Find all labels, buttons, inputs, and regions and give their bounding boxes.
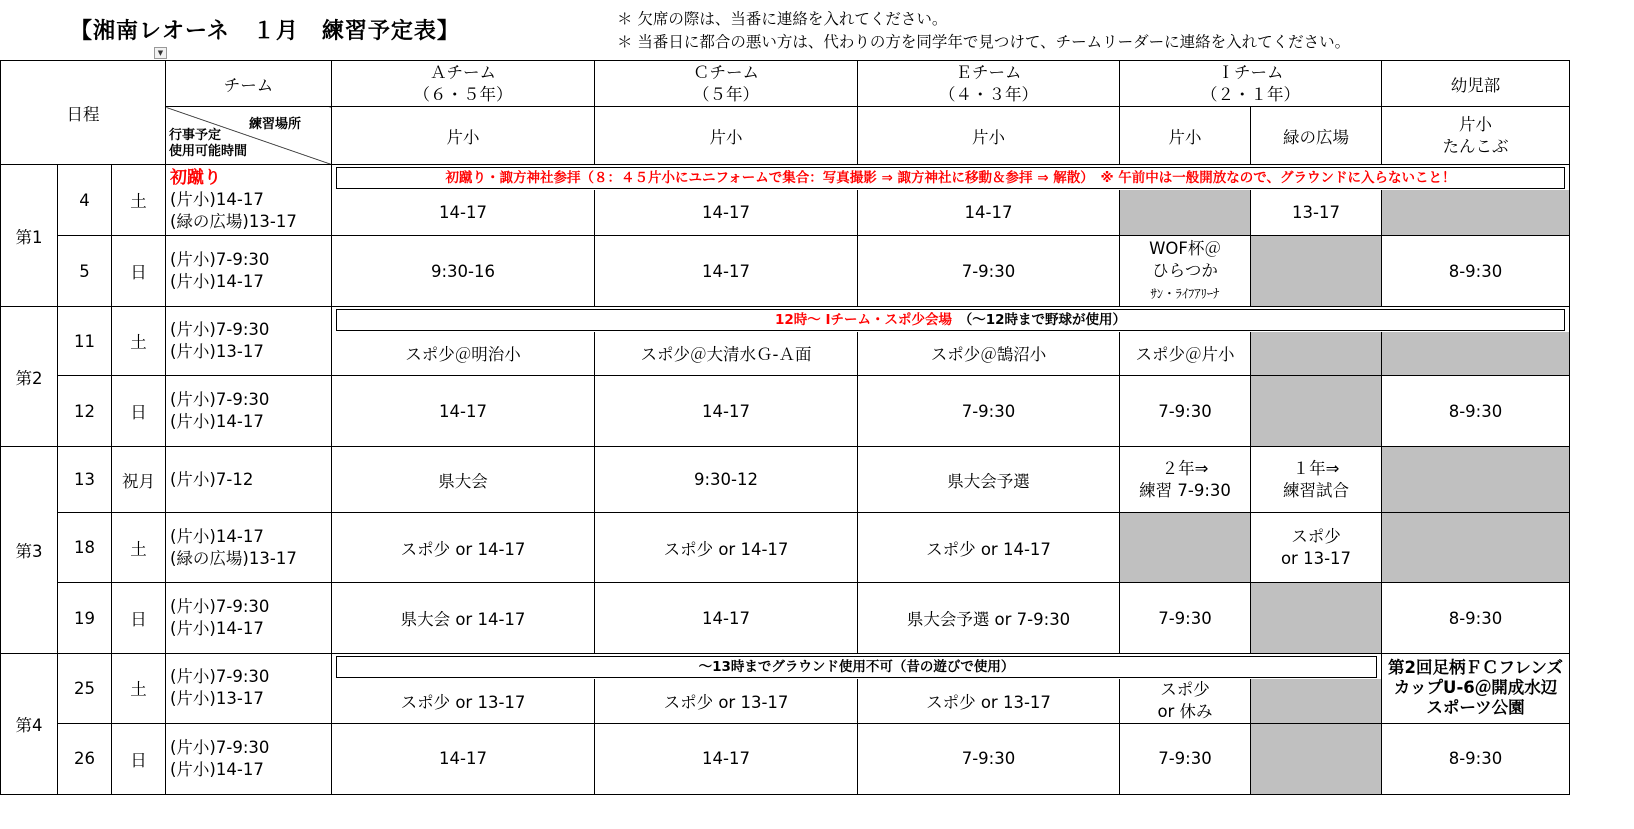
cell-c: 9:30-12 <box>595 447 858 513</box>
day-cell: 日 <box>112 583 166 654</box>
cell-a: 14-17 <box>332 723 595 794</box>
cell-e: スポ少 or 13-17 <box>858 679 1120 724</box>
cell-kids-empty <box>1382 513 1570 583</box>
cell-kids: 8-9:30 <box>1382 236 1570 307</box>
cell-c: 14-17 <box>595 376 858 447</box>
cell-a: スポ少 or 13-17 <box>332 679 595 724</box>
place-a: 片小 <box>332 107 595 165</box>
week-3: 第3 <box>1 447 58 654</box>
day-cell: 祝月 <box>112 447 166 513</box>
header-schedule: 日程 <box>1 61 166 165</box>
cell-e: 7-9:30 <box>858 723 1120 794</box>
cell-i1: WOF杯＠ ひらつか ｻﾝ・ﾗｲﾌｱﾘｰﾅ <box>1120 236 1251 307</box>
banner-row <box>332 654 1382 679</box>
place-e: 片小 <box>858 107 1120 165</box>
header-team-a: Ａチーム （６・５年） <box>332 61 595 107</box>
header-diagonal-cell <box>166 107 332 165</box>
cell-i1: ２年⇒ 練習 7-9:30 <box>1120 447 1251 513</box>
cell-a: 9:30-16 <box>332 236 595 307</box>
day-cell: 日 <box>112 236 166 307</box>
cell-i1: 7-9:30 <box>1120 376 1251 447</box>
day-cell: 日 <box>112 376 166 447</box>
cell-i2-empty <box>1251 583 1382 654</box>
banner-week4: ～13時までグラウンド使用不可（昔の遊びで使用） <box>336 656 1377 678</box>
cell-i1-empty <box>1120 190 1251 236</box>
cell-i2: スポ少 or 13-17 <box>1251 513 1382 583</box>
schedule-cell: (片小)7-9:30 (片小)14-17 <box>166 723 332 794</box>
week-4: 第4 <box>1 654 58 795</box>
day-cell: 土 <box>112 513 166 583</box>
cell-e: スポ少 or 14-17 <box>858 513 1120 583</box>
place-kids: 片小 たんこぶ <box>1382 107 1570 165</box>
header-team-i: Ｉチーム （２・１年） <box>1120 61 1382 107</box>
cell-kids: 8-9:30 <box>1382 376 1570 447</box>
schedule-cell: (片小)7-9:30 (片小)14-17 <box>166 583 332 654</box>
header-team: チーム <box>166 61 332 107</box>
header-event-time: 行事予定 使用可能時間 <box>169 128 248 159</box>
cell-a: 14-17 <box>332 190 595 236</box>
header-team-e: Ｅチーム （４・３年） <box>858 61 1120 107</box>
cell-c: 14-17 <box>595 723 858 794</box>
cell-c: 14-17 <box>595 190 858 236</box>
cell-a: 14-17 <box>332 376 595 447</box>
cell-kids-empty <box>1382 190 1570 236</box>
filter-dropdown-icon[interactable]: ▼ <box>154 47 167 59</box>
date-cell: 18 <box>58 513 112 583</box>
cell-i2: 13-17 <box>1251 190 1382 236</box>
cell-kids: 8-9:30 <box>1382 723 1570 794</box>
date-cell: 11 <box>58 307 112 376</box>
cell-i2-empty <box>1251 679 1382 724</box>
date-cell: 13 <box>58 447 112 513</box>
date-cell: 5 <box>58 236 112 307</box>
date-cell: 4 <box>58 165 112 236</box>
day-cell: 日 <box>112 723 166 794</box>
schedule-cell: (片小)7-9:30 (片小)13-17 <box>166 654 332 724</box>
cell-e: 14-17 <box>858 190 1120 236</box>
cell-i1: 7-9:30 <box>1120 583 1251 654</box>
cell-e: 7-9:30 <box>858 376 1120 447</box>
cell-kids-empty <box>1382 447 1570 513</box>
page-title: 【湘南レオーネ １月 練習予定表】 <box>70 19 460 44</box>
week-2: 第2 <box>1 307 58 447</box>
cell-kids: 8-9:30 <box>1382 583 1570 654</box>
cell-a: 県大会 <box>332 447 595 513</box>
cell-i1: スポ少 or 休み <box>1120 679 1251 724</box>
day-cell: 土 <box>112 165 166 236</box>
cell-kids-empty <box>1382 332 1570 376</box>
cell-kids-cup: 第2回足柄ＦＣフレンズ カップU-6＠開成水辺 スポーツ公園 <box>1382 654 1570 724</box>
cell-i2: １年⇒ 練習試合 <box>1251 447 1382 513</box>
place-i1: 片小 <box>1120 107 1251 165</box>
header-team-c: Ｃチーム （５年） <box>595 61 858 107</box>
cell-c: スポ少 or 14-17 <box>595 513 858 583</box>
schedule-cell: (片小)7-9:30 (片小)14-17 <box>166 376 332 447</box>
cell-c: 14-17 <box>595 583 858 654</box>
header-kids: 幼児部 <box>1382 61 1570 107</box>
date-cell: 25 <box>58 654 112 724</box>
schedule-cell: (片小)14-17 (緑の広場)13-17 <box>166 513 332 583</box>
banner-row <box>332 165 1570 190</box>
banner-week2: 12時～ Iチーム・スポ少会場 （～12時まで野球が使用） <box>336 309 1565 331</box>
cell-i1: スポ少＠片小 <box>1120 332 1251 376</box>
sheet-header <box>0 0 1634 60</box>
banner-row <box>332 307 1570 332</box>
place-i2: 緑の広場 <box>1251 107 1382 165</box>
cell-i1: 7-9:30 <box>1120 723 1251 794</box>
cell-c: スポ少 or 13-17 <box>595 679 858 724</box>
note-2: ＊ 当番日に都合の悪い方は、代わりの方を同学年で見つけて、チームリーダーに連絡を入れてください。 <box>617 33 1351 51</box>
cell-e: 県大会予選 or 7-9:30 <box>858 583 1120 654</box>
cell-c: スポ少＠大清水Ｇ-Ａ面 <box>595 332 858 376</box>
schedule-table <box>0 60 1570 795</box>
header-practice-place: 練習場所 <box>248 117 301 132</box>
schedule-cell: 初蹴り (片小)14-17 (緑の広場)13-17 <box>166 165 332 236</box>
place-c: 片小 <box>595 107 858 165</box>
date-cell: 19 <box>58 583 112 654</box>
cell-e: 県大会予選 <box>858 447 1120 513</box>
cell-a: 県大会 or 14-17 <box>332 583 595 654</box>
date-cell: 12 <box>58 376 112 447</box>
cell-i2-empty <box>1251 236 1382 307</box>
cell-e: 7-9:30 <box>858 236 1120 307</box>
notes <box>617 8 1350 54</box>
banner-week1: 初蹴り・諏方神社参拝（８：４５片小にユニフォームで集合：写真撮影 ⇒ 諏方神社に移動＆参拝 ⇒ 解散） ※ 午前中は一般開放なので、グラウンドに入らないこと！ <box>336 167 1565 189</box>
schedule-cell: (片小)7-9:30 (片小)14-17 <box>166 236 332 307</box>
cell-i2-empty <box>1251 332 1382 376</box>
cell-a: スポ少 or 14-17 <box>332 513 595 583</box>
note-1: ＊ 欠席の際は、当番に連絡を入れてください。 <box>617 10 948 28</box>
cell-i1-empty <box>1120 513 1251 583</box>
schedule-cell: (片小)7-12 <box>166 447 332 513</box>
cell-e: スポ少＠鵠沼小 <box>858 332 1120 376</box>
date-cell: 26 <box>58 723 112 794</box>
schedule-cell: (片小)7-9:30 (片小)13-17 <box>166 307 332 376</box>
day-cell: 土 <box>112 307 166 376</box>
cell-c: 14-17 <box>595 236 858 307</box>
cell-a: スポ少＠明治小 <box>332 332 595 376</box>
week-1: 第1 <box>1 165 58 307</box>
day-cell: 土 <box>112 654 166 724</box>
cell-i2-empty <box>1251 376 1382 447</box>
cell-i2-empty <box>1251 723 1382 794</box>
